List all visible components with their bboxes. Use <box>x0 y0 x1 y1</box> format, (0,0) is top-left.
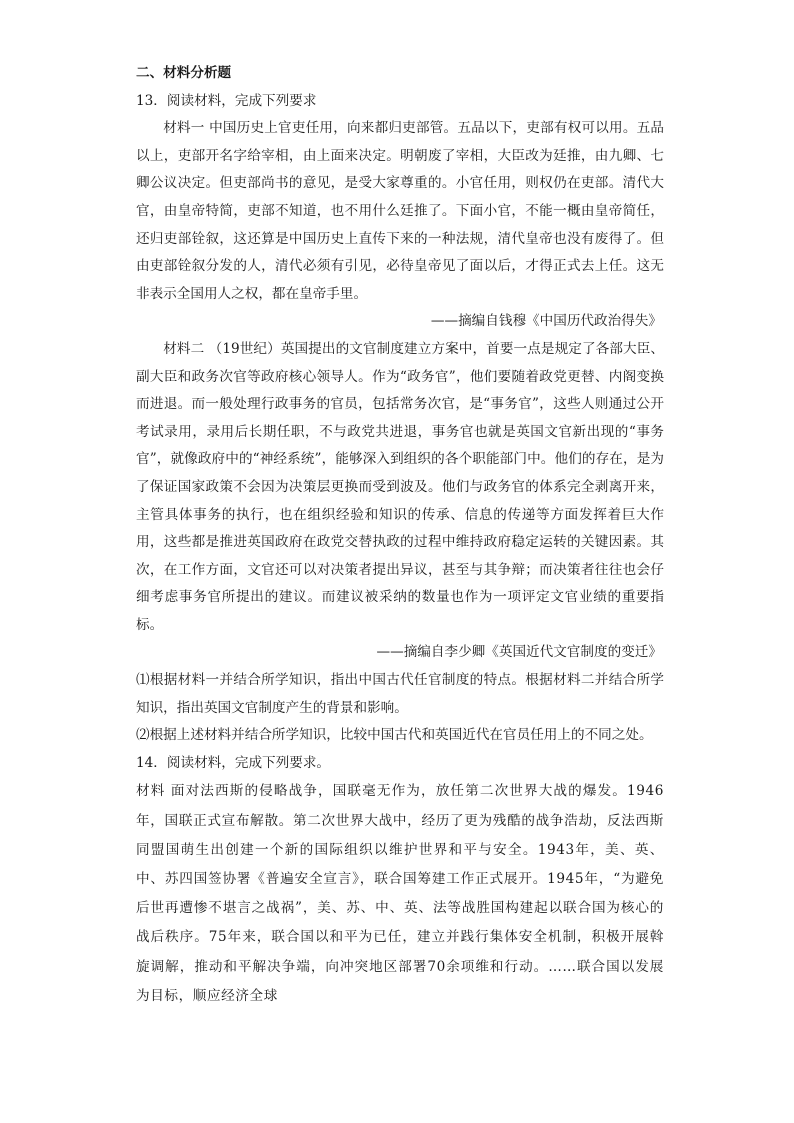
document-content <box>136 60 664 1011</box>
question-14-stem: 14．阅读材料，完成下列要求。 <box>136 754 331 771</box>
question-13-source-2: ——摘编自李少卿《英国近代文官制度的变迁》 <box>376 644 662 661</box>
question-13-material-1: 材料一 中国历史上官吏任用，向来都归吏部管。五品以下，吏部有权可以用。五品以上，吏部开名字给宰相，由上面来决定。明朝废了宰相，大臣改为廷推，由九卿、七卿公议决定。但吏部尚书的意见，是受大家尊重的。小官任用，则权仍在吏部。清代大官，由皇帝特简，吏部不知道，也不用什么廷推了。下面小官，不能一概由皇帝简任，还归吏部铨叙，这还算是中国历史上直传下来的一种法规，清代皇帝也没有废得了。但由吏部铨叙分发的人，清代必须有引见，必待皇帝见了面以后，才得正式去上任。这无非表示全国用人之权，都在皇帝手里。 <box>136 120 664 302</box>
question-13-stem: 13．阅读材料，完成下列要求 <box>136 92 317 109</box>
question-13-requirement-2: ⑵根据上述材料并结合所学知识，比较中国古代和英国近代在官员任用上的不同之处。 <box>136 727 653 744</box>
question-13-requirement-1: ⑴根据材料一并结合所学知识，指出中国古代任官制度的特点。根据材料二并结合所学知识，指出英国文官制度产生的背景和影响。 <box>136 672 664 716</box>
question-13-material-2: 材料二 （19世纪）英国提出的文官制度建立方案中，首要一点是规定了各部大臣、副大臣和政务次官等政府核心领导人。作为“政务官”，他们要随着政党更替、内阁变换而进退。而一般处理行政事务的官员，包括常务次官，是“事务官”，这些人则通过公开考试录用，录用后长期任职，不与政党共进退，事务官也就是英国文官新出现的“事务官”，就像政府中的“神经系统”，能够深入到组织的各个职能部门中。他们的存在，是为了保证国家政策不会因为决策层更换而受到波及。他们与政务官的体系完全剥离开来，主管具体事务的执行，也在组织经验和知识的传承、信息的传递等方面发挥着巨大作用，这些都是推进英国政府在政党交替执政的过程中维持政府稳定运转的关键因素。其次，在工作方面，文官还可以对决策者提出异议，甚至与其争辩；而决策者往往也会仔细考虑事务官所提出的建议。而建议被采纳的数量也作为一项评定文官业绩的重要指标。 <box>136 340 664 633</box>
question-14-material: 材料 面对法西斯的侵略战争，国联毫无作为，放任第二次世界大战的爆发。1946年，国联正式宣布解散。第二次世界大战中，经历了更为残酷的战争浩劫，反法西斯同盟国萌生出创建一个新的国际组织以维护世界和平与安全。1943年，美、英、中、苏四国签协署《普遍安全宣言》，联合国筹建工作正式展开。1945年，“为避免后世再遭惨不堪言之战祸”，美、苏、中、英、法等战胜国构建起以联合国为核心的战后秩序。75年来，联合国以和平为已任，建立并践行集体安全机制，积极开展斡旋调解，推动和平解决争端，向冲突地区部署70余项维和行动。……联合国以发展为目标，顺应经济全球 <box>136 783 664 1004</box>
question-13-source-1: ——摘编自钱穆《中国历代政治得失》 <box>430 313 662 330</box>
section-title: 二、材料分析题 <box>136 65 232 81</box>
